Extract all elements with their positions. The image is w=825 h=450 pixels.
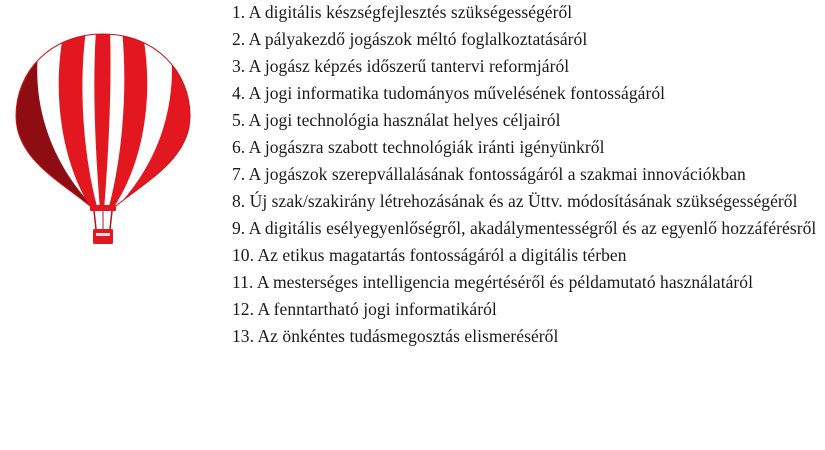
list-item: 13. Az önkéntes tudásmegosztás elismeréséről [232, 326, 559, 346]
list-item: 1. A digitális készségfejlesztés szükségességéről [232, 2, 573, 22]
list-item: 10. Az etikus magatartás fontosságáról a digitális térben [232, 245, 627, 265]
list-item: 5. A jogi technológia használat helyes céljairól [232, 110, 561, 130]
list-item: 12. A fenntartható jogi informatikáról [232, 299, 497, 319]
hot-air-balloon-icon [12, 30, 194, 248]
list-item: 8. Új szak/szakirány létrehozásának és az Üttv. módosításának szükségességéről [232, 191, 798, 211]
list-item: 3. A jogász képzés időszerű tantervi reformjáról [232, 56, 570, 76]
list-item: 9. A digitális esélyegyenlőségről, akadálymentességről és az egyenlő hozzáférésről [232, 218, 817, 238]
list-item: 6. A jogászra szabott technológiák iránti igényünkről [232, 137, 605, 157]
topic-list [232, 0, 820, 351]
list-item: 2. A pályakezdő jogászok méltó foglalkoztatásáról [232, 29, 588, 49]
list-item: 7. A jogászok szerepvállalásának fontosságáról a szakmai innovációkban [232, 164, 746, 184]
list-item: 11. A mesterséges intelligencia megértéséről és példamutató használatáról [232, 272, 754, 292]
list-item: 4. A jogi informatika tudományos művelésének fontosságáról [232, 83, 666, 103]
